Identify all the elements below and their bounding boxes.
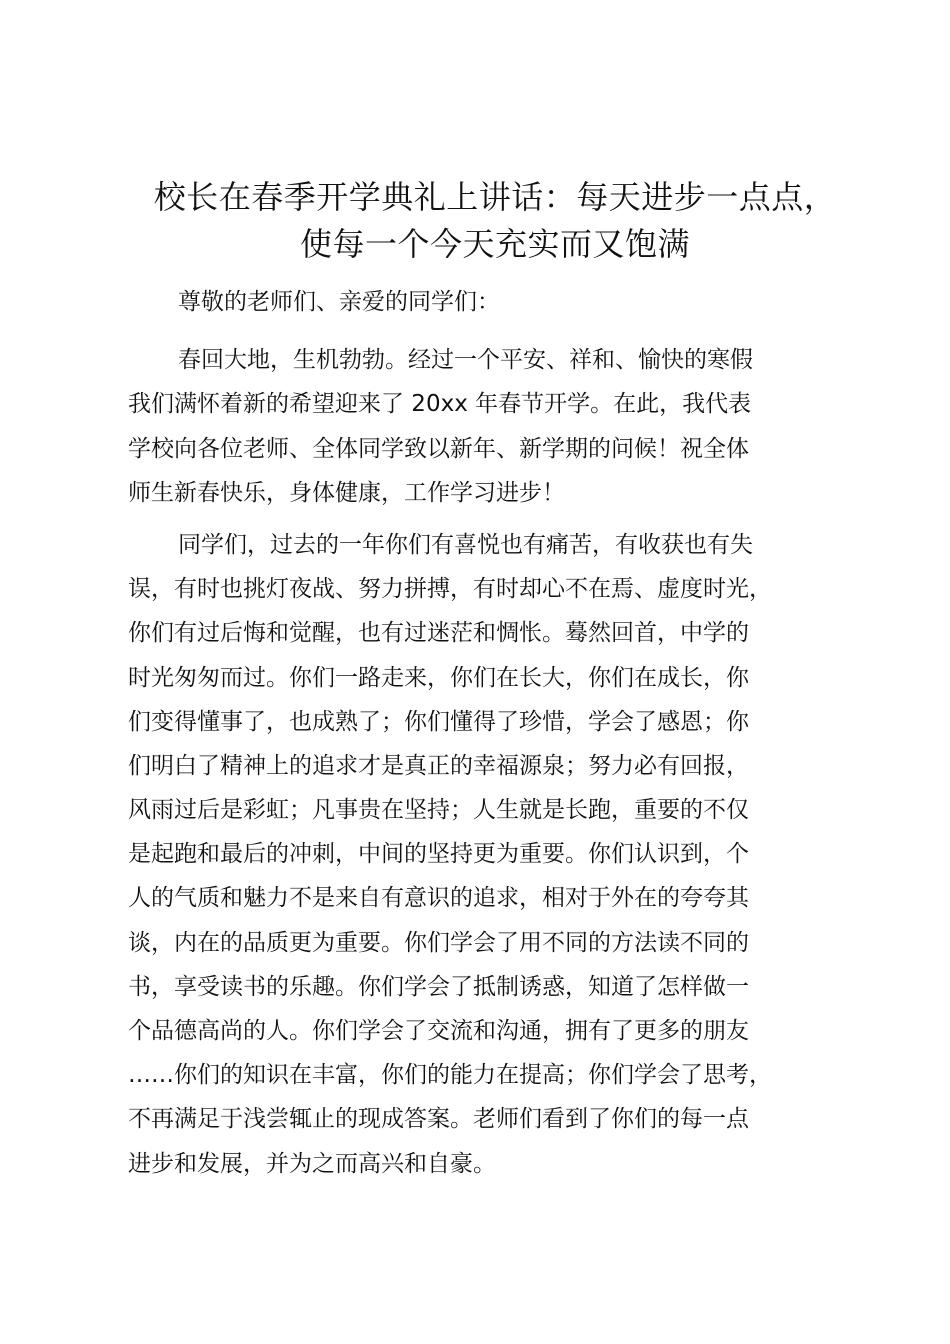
paragraph-line: 书，享受读书的乐趣。你们学会了抵制诱惑，知道了怎样做一	[128, 973, 749, 1000]
paragraph-line: 学校向各位老师、全体同学致以新年、新学期的问候！祝全体	[128, 435, 749, 462]
paragraph-line: 们变得懂事了，也成熟了；你们懂得了珍惜，学会了感恩；你	[128, 708, 749, 735]
paragraph-line: 你们有过后悔和觉醒，也有过迷茫和惆怅。蓦然回首，中学的	[128, 620, 749, 647]
paragraph-line: 个品德高尚的人。你们学会了交流和沟通，拥有了更多的朋友	[128, 1018, 749, 1044]
salutation-line: 尊敬的老师们、亲爱的同学们：	[178, 289, 500, 315]
paragraph-line: 进步和发展，并为之而高兴和自豪。	[128, 1150, 496, 1177]
paragraph-line: 们明白了精神上的追求才是真正的幸福源泉；努力必有回报，	[128, 752, 749, 779]
paragraph-line: 我们满怀着新的希望迎来了 20xx 年春节开学。在此，我代表	[128, 391, 752, 418]
title-line-2: 使每一个今天充实而又饱满	[299, 225, 690, 263]
title-line-1: 校长在春季开学典礼上讲话：每天进步一点点，	[153, 178, 837, 216]
paragraph-line: 是起跑和最后的冲刺，中间的坚持更为重要。你们认识到，个	[128, 841, 749, 868]
salutation	[128, 280, 848, 324]
paragraph-line: 人的气质和魅力不是来自有意识的追求，相对于外在的夸夸其	[128, 885, 749, 912]
paragraph-line: 春回大地，生机勃勃。经过一个平安、祥和、愉快的寒假	[178, 347, 753, 374]
paragraph-line: 师生新春快乐，身体健康，工作学习进步！	[128, 479, 565, 506]
paragraph-gap	[128, 515, 848, 523]
paragraph-greeting	[128, 338, 848, 515]
document-body	[128, 280, 848, 1186]
paragraph-line: 不再满足于浅尝辄止的现成答案。老师们看到了你们的每一点	[128, 1106, 749, 1133]
paragraph-line: 谈，内在的品质更为重要。你们学会了用不同的方法读不同的	[128, 929, 749, 956]
document-title	[100, 174, 890, 268]
paragraph-line: 风雨过后是彩虹；凡事贵在坚持；人生就是长跑，重要的不仅	[128, 797, 749, 824]
paragraph-line: 时光匆匆而过。你们一路走来，你们在长大，你们在成长，你	[128, 664, 749, 691]
paragraph-line: ……你们的知识在丰富，你们的能力在提高；你们学会了思考，	[128, 1062, 772, 1089]
paragraph-line: 同学们，过去的一年你们有喜悦也有痛苦，有收获也有失	[178, 531, 753, 558]
paragraph-reflection	[128, 523, 848, 1186]
paragraph-line: 误，有时也挑灯夜战、努力拼搏，有时却心不在焉、虚度时光，	[128, 576, 772, 603]
